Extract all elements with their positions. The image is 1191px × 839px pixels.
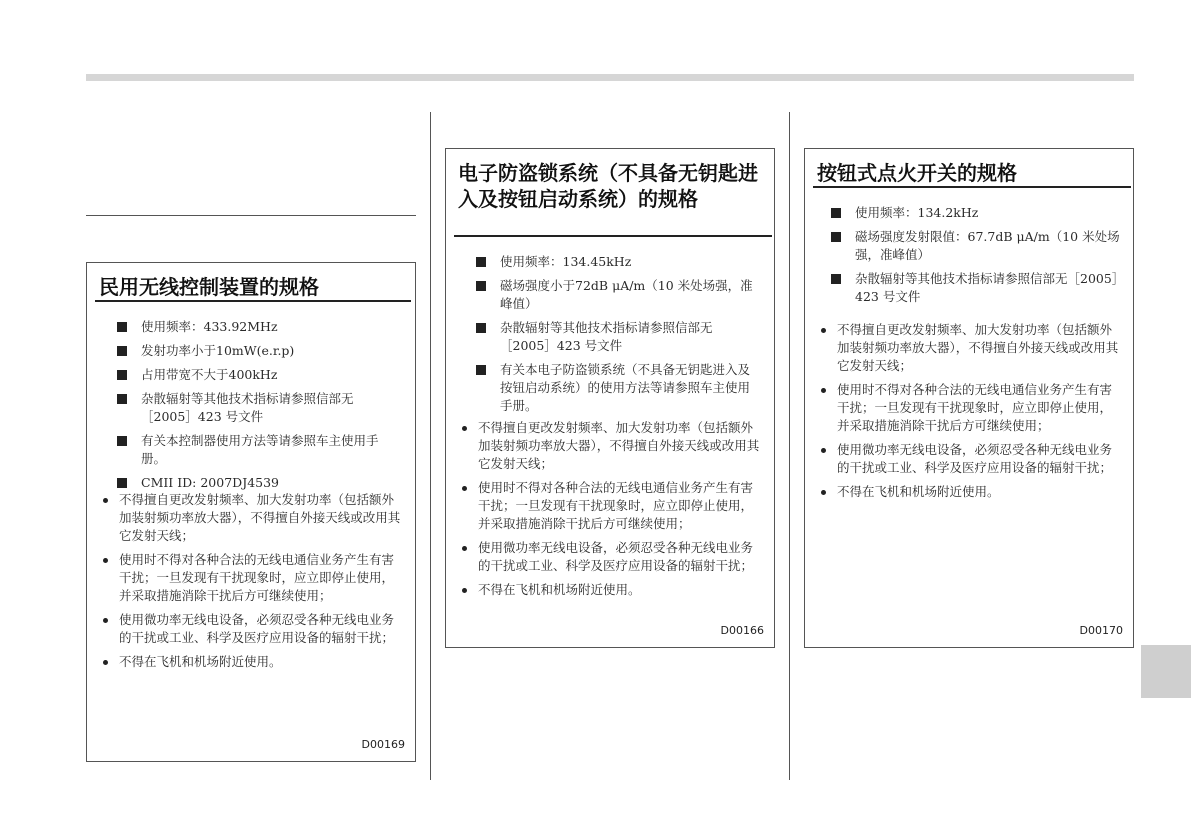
right-box-code: D00170	[1079, 624, 1123, 637]
list-item: 有关本控制器使用方法等请参照车主使用手册。	[117, 432, 387, 468]
right-box-title: 按钮式点火开关的规格	[817, 161, 1017, 185]
left-box-code: D00169	[361, 738, 405, 751]
middle-square-list	[476, 253, 756, 421]
left-square-list	[117, 318, 387, 498]
middle-spec-box	[445, 148, 775, 648]
list-item: 不得在飞机和机场附近使用。	[101, 653, 401, 671]
right-spec-box	[804, 148, 1134, 648]
list-item: 使用频率：433.92MHz	[117, 318, 387, 336]
list-item: 杂散辐射等其他技术指标请参照信部无［2005］423 号文件	[117, 390, 387, 426]
list-item: 有关本电子防盗锁系统（不具备无钥匙进入及按钮启动系统）的使用方法等请参照车主使用手册。	[476, 361, 756, 415]
middle-box-code: D00166	[720, 624, 764, 637]
list-item: 不得在飞机和机场附近使用。	[460, 581, 760, 599]
top-header-rule	[86, 74, 1134, 81]
section-rule	[86, 215, 416, 216]
column-divider-left	[430, 112, 431, 780]
list-item: 使用微功率无线电设备，必须忍受各种无线电业务的干扰或工业、科学及医疗应用设备的辐射干扰；	[101, 611, 401, 647]
right-dot-list	[819, 321, 1119, 507]
list-item: 使用时不得对各种合法的无线电通信业务产生有害干扰；一旦发现有干扰现象时，应立即停止使用，并采取措施消除干扰后方可继续使用；	[101, 551, 401, 605]
left-title-rule	[95, 300, 411, 302]
list-item: 杂散辐射等其他技术指标请参照信部无［2005］423 号文件	[476, 319, 756, 355]
list-item: 使用时不得对各种合法的无线电通信业务产生有害干扰；一旦发现有干扰现象时，应立即停止使用，并采取措施消除干扰后方可继续使用；	[460, 479, 760, 533]
list-item: 不得擅自更改发射频率、加大发射功率（包括额外加装射频功率放大器），不得擅自外接天线或改用其它发射天线；	[101, 491, 401, 545]
middle-box-title: 电子防盗锁系统（不具备无钥匙进入及按钮启动系统）的规格	[458, 161, 758, 211]
list-item: 杂散辐射等其他技术指标请参照信部无［2005］423 号文件	[831, 270, 1126, 306]
left-box-title: 民用无线控制装置的规格	[99, 275, 319, 299]
list-item: 磁场强度小于72dB μA/m（10 米处场强，准峰值）	[476, 277, 756, 313]
right-title-rule	[813, 186, 1131, 188]
list-item: 发射功率小于10mW(e.r.p)	[117, 342, 387, 360]
list-item: CMII ID: 2007DJ4539	[117, 474, 387, 492]
list-item: 不得在飞机和机场附近使用。	[819, 483, 1119, 501]
left-spec-box	[86, 262, 416, 762]
column-divider-right	[789, 112, 790, 780]
middle-dot-list	[460, 419, 760, 605]
list-item: 占用带宽不大于400kHz	[117, 366, 387, 384]
middle-title-rule	[454, 235, 772, 237]
right-square-list	[831, 204, 1126, 312]
list-item: 使用微功率无线电设备，必须忍受各种无线电业务的干扰或工业、科学及医疗应用设备的辐射干扰；	[460, 539, 760, 575]
list-item: 使用微功率无线电设备，必须忍受各种无线电业务的干扰或工业、科学及医疗应用设备的辐射干扰；	[819, 441, 1119, 477]
list-item: 使用频率：134.2kHz	[831, 204, 1126, 222]
left-dot-list	[101, 491, 401, 677]
list-item: 不得擅自更改发射频率、加大发射功率（包括额外加装射频功率放大器），不得擅自外接天线或改用其它发射天线；	[819, 321, 1119, 375]
list-item: 磁场强度发射限值：67.7dB μA/m（10 米处场强，准峰值）	[831, 228, 1126, 264]
list-item: 不得擅自更改发射频率、加大发射功率（包括额外加装射频功率放大器），不得擅自外接天线或改用其它发射天线；	[460, 419, 760, 473]
chapter-side-tab	[1141, 645, 1191, 698]
list-item: 使用时不得对各种合法的无线电通信业务产生有害干扰；一旦发现有干扰现象时，应立即停止使用，并采取措施消除干扰后方可继续使用；	[819, 381, 1119, 435]
list-item: 使用频率：134.45kHz	[476, 253, 756, 271]
